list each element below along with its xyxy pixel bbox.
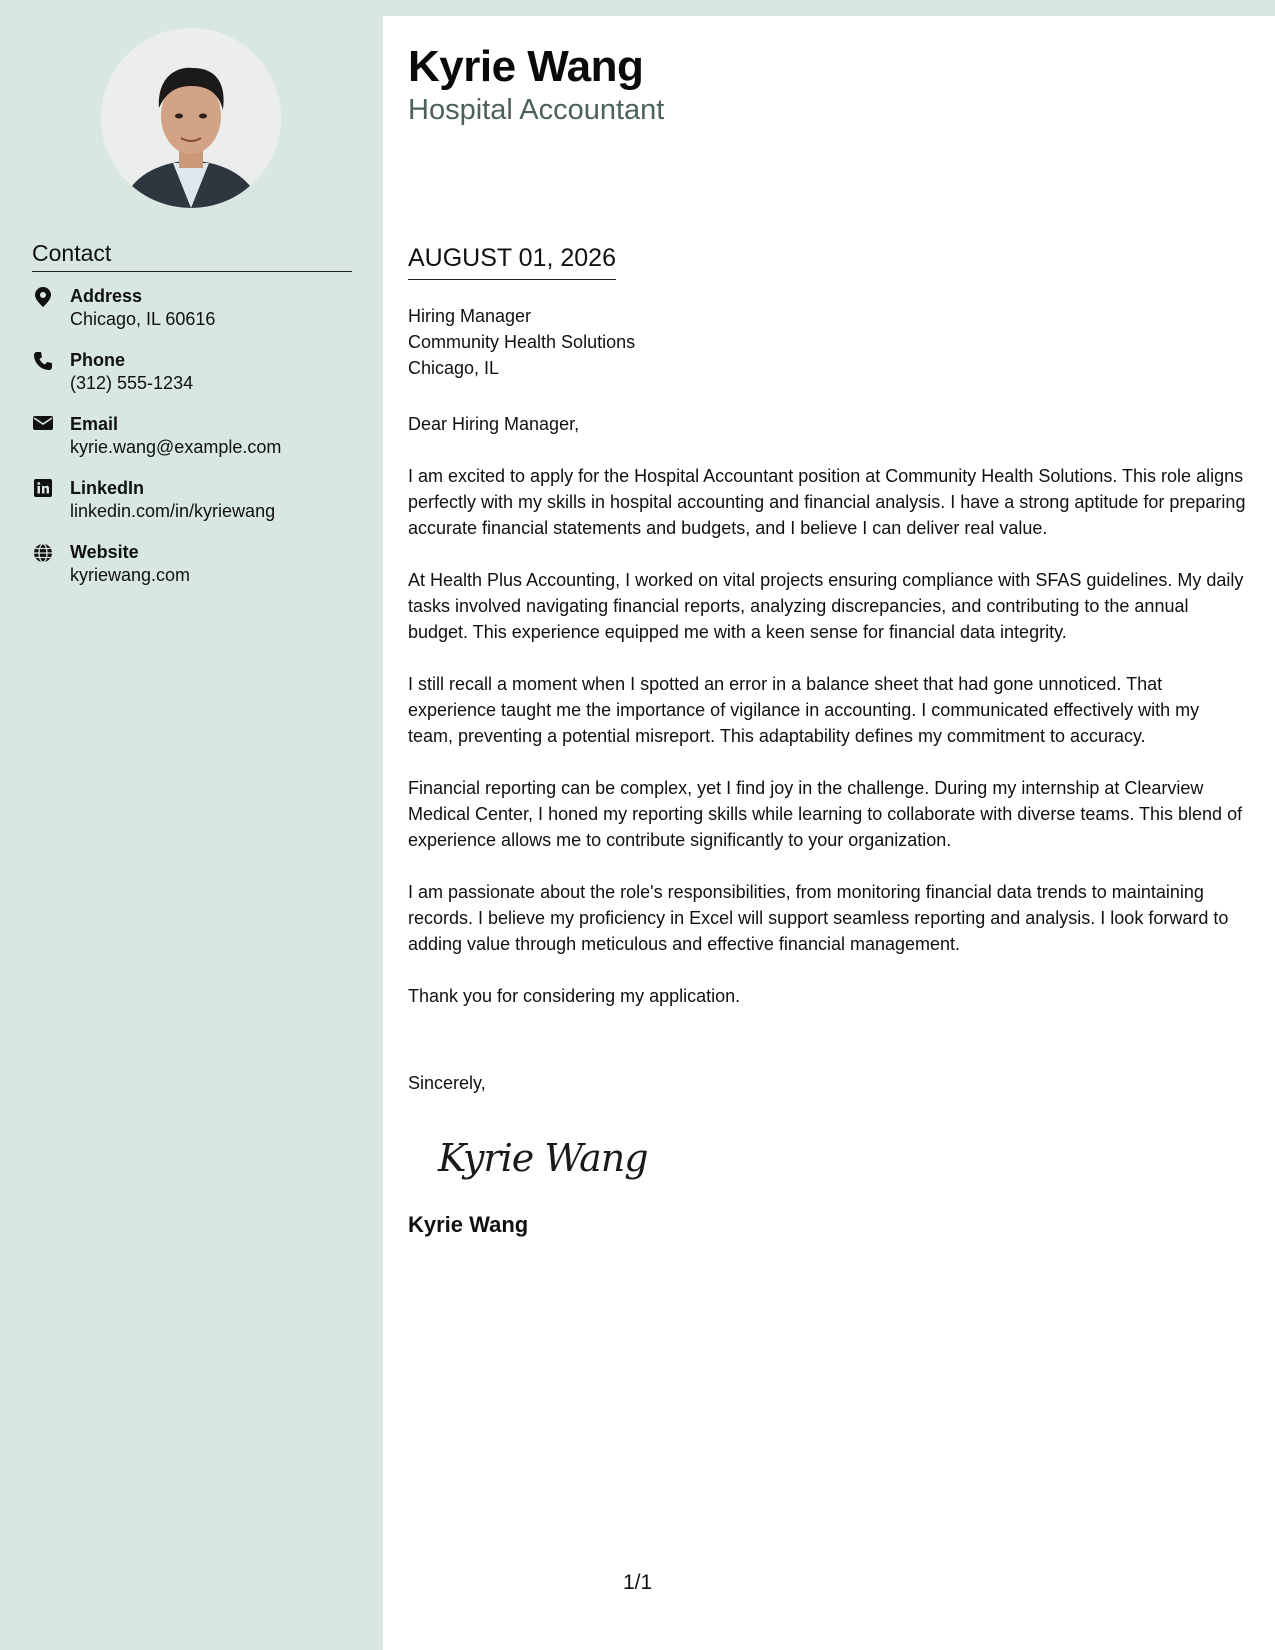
paragraph: At Health Plus Accounting, I worked on vital projects ensuring compliance with SFAS guidelines. My daily tasks involved navigating financial reports, analyzing discrepancies, and contributing to the annual budget. This experience equipped me with a keen sense for financial data integrity. — [408, 570, 1244, 642]
contact-item-email — [32, 413, 362, 459]
signature: Kyrie Wang — [438, 1136, 648, 1180]
closing: Sincerely, — [408, 1073, 486, 1093]
paragraph: I still recall a moment when I spotted an error in a balance sheet that had gone unnoticed. That experience taught me the importance of vigilance in accounting. I communicated effectively with my team, preventing a potential misreport. This adaptability defines my commitment to accuracy. — [408, 674, 1200, 746]
recipient-line: Community Health Solutions — [408, 332, 636, 352]
signed-name: Kyrie Wang — [408, 1212, 529, 1237]
recipient-block — [408, 303, 1228, 381]
contact-label: Address — [70, 286, 143, 306]
contact-item-phone — [32, 349, 362, 395]
contact-value: kyrie.wang@example.com — [70, 437, 282, 457]
paragraph: I am passionate about the role's responsibilities, from monitoring financial data trends to maintaining records. I believe my proficiency in Excel will support seamless reporting and analysis. I look forward to adding value through meticulous and effective financial management. — [408, 882, 1229, 954]
job-title: Hospital Accountant — [408, 94, 665, 126]
contact-label: Website — [70, 542, 139, 562]
contact-item-website — [32, 541, 362, 587]
letter-body — [383, 16, 1275, 1650]
contact-value: linkedin.com/in/kyriewang — [70, 501, 276, 521]
location-pin-icon — [32, 287, 54, 309]
recipient-line: Chicago, IL — [408, 358, 500, 378]
thanks-line: Thank you for considering my application. — [408, 986, 741, 1006]
contact-label: LinkedIn — [70, 478, 145, 498]
contact-heading: Contact — [32, 240, 352, 272]
sidebar — [0, 0, 383, 1650]
avatar — [101, 28, 281, 208]
paragraph: I am excited to apply for the Hospital Accountant position at Community Health Solutions. This role aligns perfectly with my skills in hospital accounting and financial analysis. I have a strong aptitude for preparing accurate financial statements and budgets, and I believe I can deliver real value. — [408, 466, 1246, 538]
contact-item-linkedin — [32, 477, 362, 523]
letter-text — [408, 411, 1248, 1035]
contact-list — [32, 285, 362, 605]
envelope-icon — [32, 415, 54, 437]
contact-label: Phone — [70, 350, 126, 370]
phone-icon — [32, 351, 54, 373]
page-number: 1/1 — [623, 1571, 653, 1594]
contact-item-address — [32, 285, 362, 331]
linkedin-icon — [32, 479, 54, 501]
salutation: Dear Hiring Manager, — [408, 414, 580, 434]
recipient-line: Hiring Manager — [408, 306, 532, 326]
contact-value: kyriewang.com — [70, 565, 191, 585]
contact-value: (312) 555-1234 — [70, 373, 194, 393]
paragraph: Financial reporting can be complex, yet I find joy in the challenge. During my internship at Clearview Medical Center, I honed my reporting skills while learning to collaborate with diverse teams. This blend of experience allows me to contribute significantly to your organization. — [408, 778, 1243, 850]
applicant-name: Kyrie Wang — [408, 42, 644, 91]
letter-date: AUGUST 01, 2026 — [408, 244, 616, 280]
contact-label: Email — [70, 414, 119, 434]
globe-icon — [32, 543, 54, 565]
contact-value: Chicago, IL 60616 — [70, 309, 216, 329]
